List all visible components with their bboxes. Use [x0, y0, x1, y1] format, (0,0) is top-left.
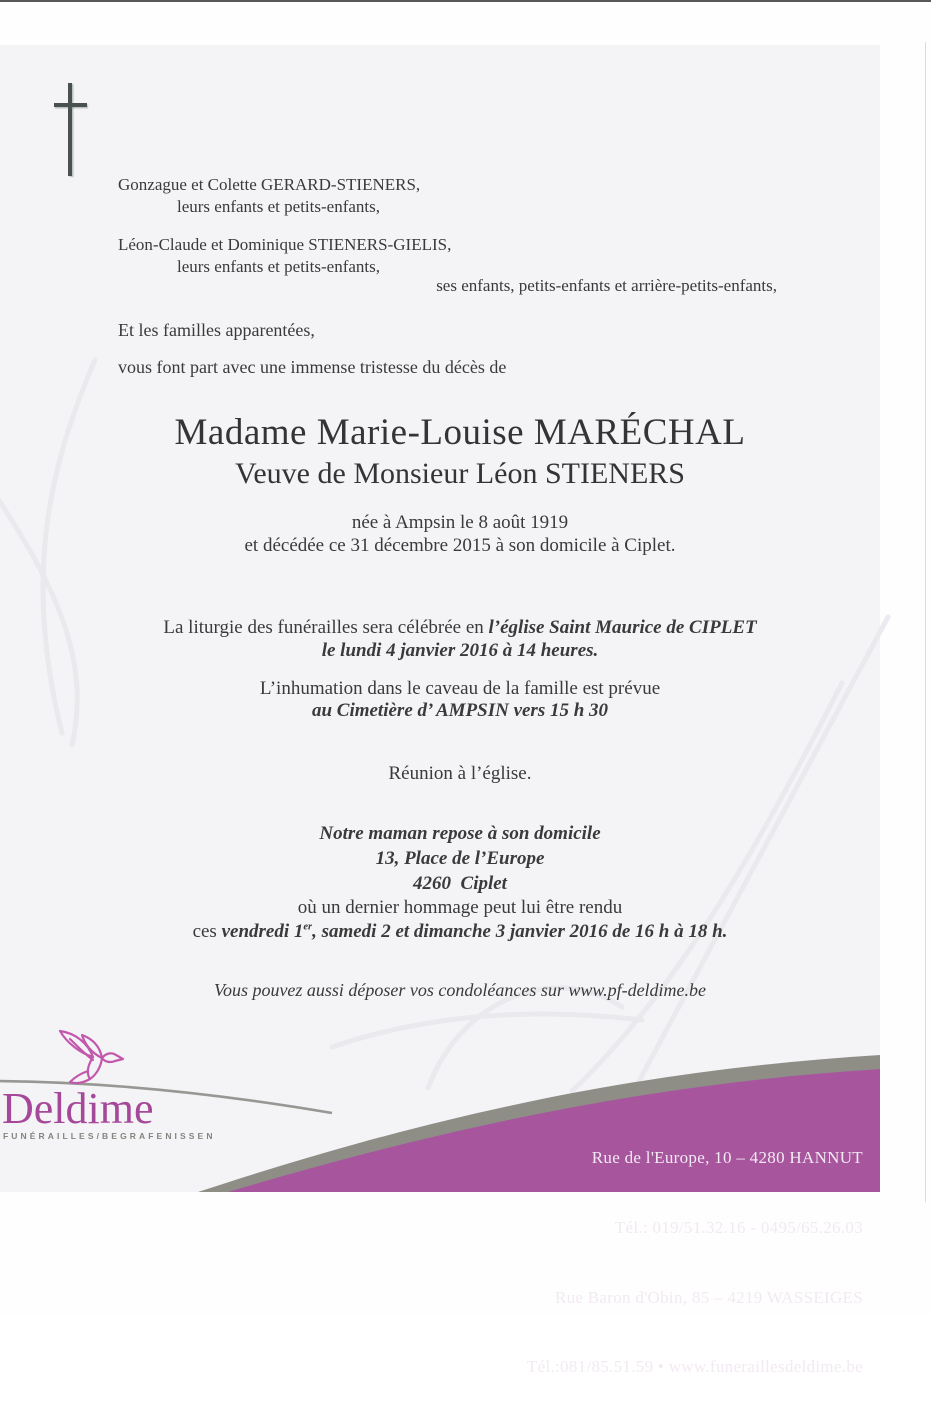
dove-icon — [60, 1031, 123, 1083]
visiting-dates-line — [20, 922, 900, 942]
cross-horizontal-bar — [54, 103, 87, 107]
dates-first-day: vendredi 1 — [221, 921, 304, 942]
contact-phone-website: Tél.:081/85.51.59 • www.funeraillesdeldime.be — [526, 1357, 863, 1377]
birth-line: née à Ampsin le 8 août 1919 — [351, 512, 569, 533]
brand-tagline: FUNÉRAILLES/BEGRAFENISSEN — [3, 1131, 216, 1141]
scan-edge-line — [925, 42, 926, 1202]
dates-ordinal: er — [303, 921, 313, 933]
brand-logo-text: Deldime — [2, 1084, 154, 1133]
repose-intro: Notre maman repose à son domicile — [319, 823, 601, 844]
dates-prefix: ces — [192, 921, 222, 942]
repose-address-city: 4260 Ciplet — [413, 873, 507, 894]
family-line-1-sub: leurs enfants et petits-enfants, — [177, 197, 380, 216]
deceased-name: Madame Marie-Louise MARÉCHAL — [174, 412, 746, 453]
liturgy-date: le lundi 4 janvier 2016 à 14 heures. — [321, 640, 599, 661]
meeting-line: Réunion à l’église. — [388, 763, 532, 784]
contact-block — [527, 1100, 863, 1425]
family-line-1: Gonzague et Colette GERARD-STIENERS, — [118, 175, 421, 194]
contact-phone-hannut: Tél.: 019/51.32.16 - 0495/65.26.03 — [614, 1218, 863, 1238]
contact-address-hannut: Rue de l'Europe, 10 – 4280 HANNUT — [591, 1148, 863, 1168]
family-line-3: ses enfants, petits-enfants et arrière-petits-enfants, — [436, 276, 777, 295]
family-line-2: Léon-Claude et Dominique STIENERS-GIELIS, — [118, 235, 452, 254]
family-line-2-sub: leurs enfants et petits-enfants, — [177, 257, 380, 276]
contact-address-wasseiges: Rue Baron d'Obin, 85 – 4219 WASSEIGES — [554, 1287, 863, 1307]
liturgy-church: l’église Saint Maurice de CIPLET — [488, 617, 757, 638]
tribute-line: où un dernier hommage peut lui être rendu — [297, 897, 623, 918]
liturgy-line — [20, 618, 900, 638]
announcement-card — [0, 45, 880, 1377]
deceased-widow-line: Veuve de Monsieur Léon STIENERS — [235, 457, 685, 490]
burial-line: L’inhumation dans le caveau de la famille est prévue — [259, 678, 661, 699]
burial-cemetery: au Cimetière d’ AMPSIN vers 15 h 30 — [311, 700, 609, 721]
family-line-4: Et les familles apparentées, — [118, 320, 315, 340]
liturgy-regular: La liturgie des funérailles sera célébrée en — [163, 617, 489, 638]
scan-edge-line — [0, 0, 931, 2]
cross-vertical-bar — [68, 83, 72, 176]
death-line: et décédée ce 31 décembre 2015 à son domicile à Ciplet. — [244, 535, 676, 556]
announcement-intro: vous font part avec une immense tristesse du décès de — [118, 357, 507, 377]
dates-rest: , samedi 2 et dimanche 3 janvier 2016 de 16 h à 18 h. — [312, 921, 728, 942]
condolences-line: Vous pouvez aussi déposer vos condoléances sur www.pf-deldime.be — [213, 980, 707, 1000]
repose-address-street: 13, Place de l’Europe — [375, 848, 545, 869]
